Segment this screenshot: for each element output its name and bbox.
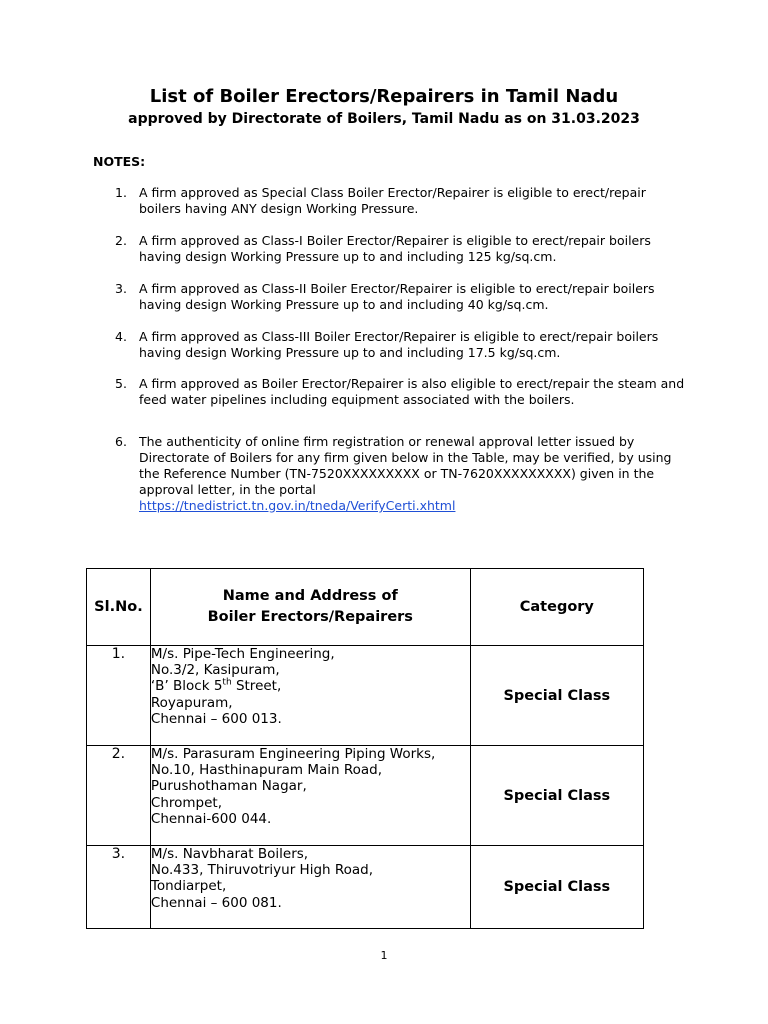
document-subtitle: approved by Directorate of Boilers, Tamil Nadu as on 31.03.2023	[128, 111, 640, 127]
address-line: No.433, Thiruvotriyur High Road,	[150, 862, 374, 879]
address-line: M/s. Navbharat Boilers,	[150, 846, 309, 862]
table-row	[87, 746, 644, 846]
address-line: Royapuram,	[150, 694, 233, 711]
address-line: M/s. Pipe-Tech Engineering,	[150, 646, 335, 662]
address-line	[151, 678, 470, 694]
note-number: 5.	[115, 376, 127, 391]
table-row	[87, 646, 644, 746]
header-sl-no: Sl.No.	[87, 569, 151, 646]
firm-address	[150, 846, 470, 929]
address-line: Chennai-600 044.	[150, 810, 272, 827]
table-row	[87, 846, 644, 929]
firm-address	[150, 746, 470, 846]
firm-category: Special Class	[470, 646, 643, 746]
street-text: ‘B’ Block 5	[150, 678, 223, 695]
serial-number: 3.	[87, 846, 151, 929]
firm-category: Special Class	[470, 846, 643, 929]
header-name-line2: Boiler Erectors/Repairers	[207, 609, 413, 625]
firms-table	[86, 568, 644, 929]
note-text: A firm approved as Class-I Boiler Erector/Repairer is eligible to erect/repair boilers having design Working Pressure up to and including 125 kg/sq.cm.	[139, 233, 651, 264]
header-name-line1: Name and Address of	[222, 588, 398, 604]
firm-address	[150, 646, 470, 746]
address-line: Chennai – 600 013.	[150, 710, 282, 727]
note-number: 6.	[115, 434, 127, 449]
address-line: Purushothaman Nagar,	[150, 778, 307, 795]
header-name-address	[150, 569, 470, 646]
firm-category: Special Class	[470, 746, 643, 846]
table-header-row	[87, 569, 644, 646]
serial-number: 2.	[87, 746, 151, 846]
note-text: A firm approved as Class-II Boiler Erector/Repairer is eligible to erect/repair boilers having design Working Pressure up to and including 40 kg/sq.cm.	[139, 281, 655, 312]
note-text-body: The authenticity of online firm registration or renewal approval letter issued by Directorate of Boilers for any firm given below in the Table, may be verified, by using the Reference Number (TN-7520XXXXXXXXX or TN-7620XXXXXXXXX) given in the approval letter, in the portal	[139, 434, 672, 497]
note-number: 1.	[115, 185, 127, 200]
verify-portal-link[interactable]: https://tnedistrict.tn.gov.in/tneda/VerifyCerti.xhtml	[139, 498, 456, 513]
note-text: A firm approved as Class-III Boiler Erector/Repairer is eligible to erect/repair boilers having design Working Pressure up to and including 17.5 kg/sq.cm.	[139, 329, 659, 360]
note-number: 3.	[115, 281, 127, 296]
note-text	[139, 434, 687, 514]
page-number: 1	[380, 949, 388, 962]
address-line: Chrompet,	[150, 794, 222, 811]
address-line: No.3/2, Kasipuram,	[150, 662, 280, 679]
document-title: List of Boiler Erectors/Repairers in Tamil Nadu	[149, 86, 619, 107]
notes-heading: NOTES:	[93, 154, 146, 169]
address-line: M/s. Parasuram Engineering Piping Works,	[150, 746, 436, 762]
address-line: No.10, Hasthinapuram Main Road,	[150, 762, 383, 779]
header-category: Category	[470, 569, 643, 646]
note-text: A firm approved as Special Class Boiler Erector/Repairer is eligible to erect/repair boilers having ANY design Working Pressure.	[139, 185, 646, 216]
address-line: Tondiarpet,	[150, 878, 227, 895]
note-text: A firm approved as Boiler Erector/Repairer is also eligible to erect/repair the steam and feed water pipelines including equipment associated with the boilers.	[139, 376, 685, 407]
address-line: Chennai – 600 081.	[150, 894, 282, 911]
ordinal-suffix: th	[222, 677, 232, 688]
note-number: 4.	[115, 329, 127, 344]
street-text-end: Street,	[231, 678, 282, 695]
note-number: 2.	[115, 233, 127, 248]
serial-number: 1.	[87, 646, 151, 746]
